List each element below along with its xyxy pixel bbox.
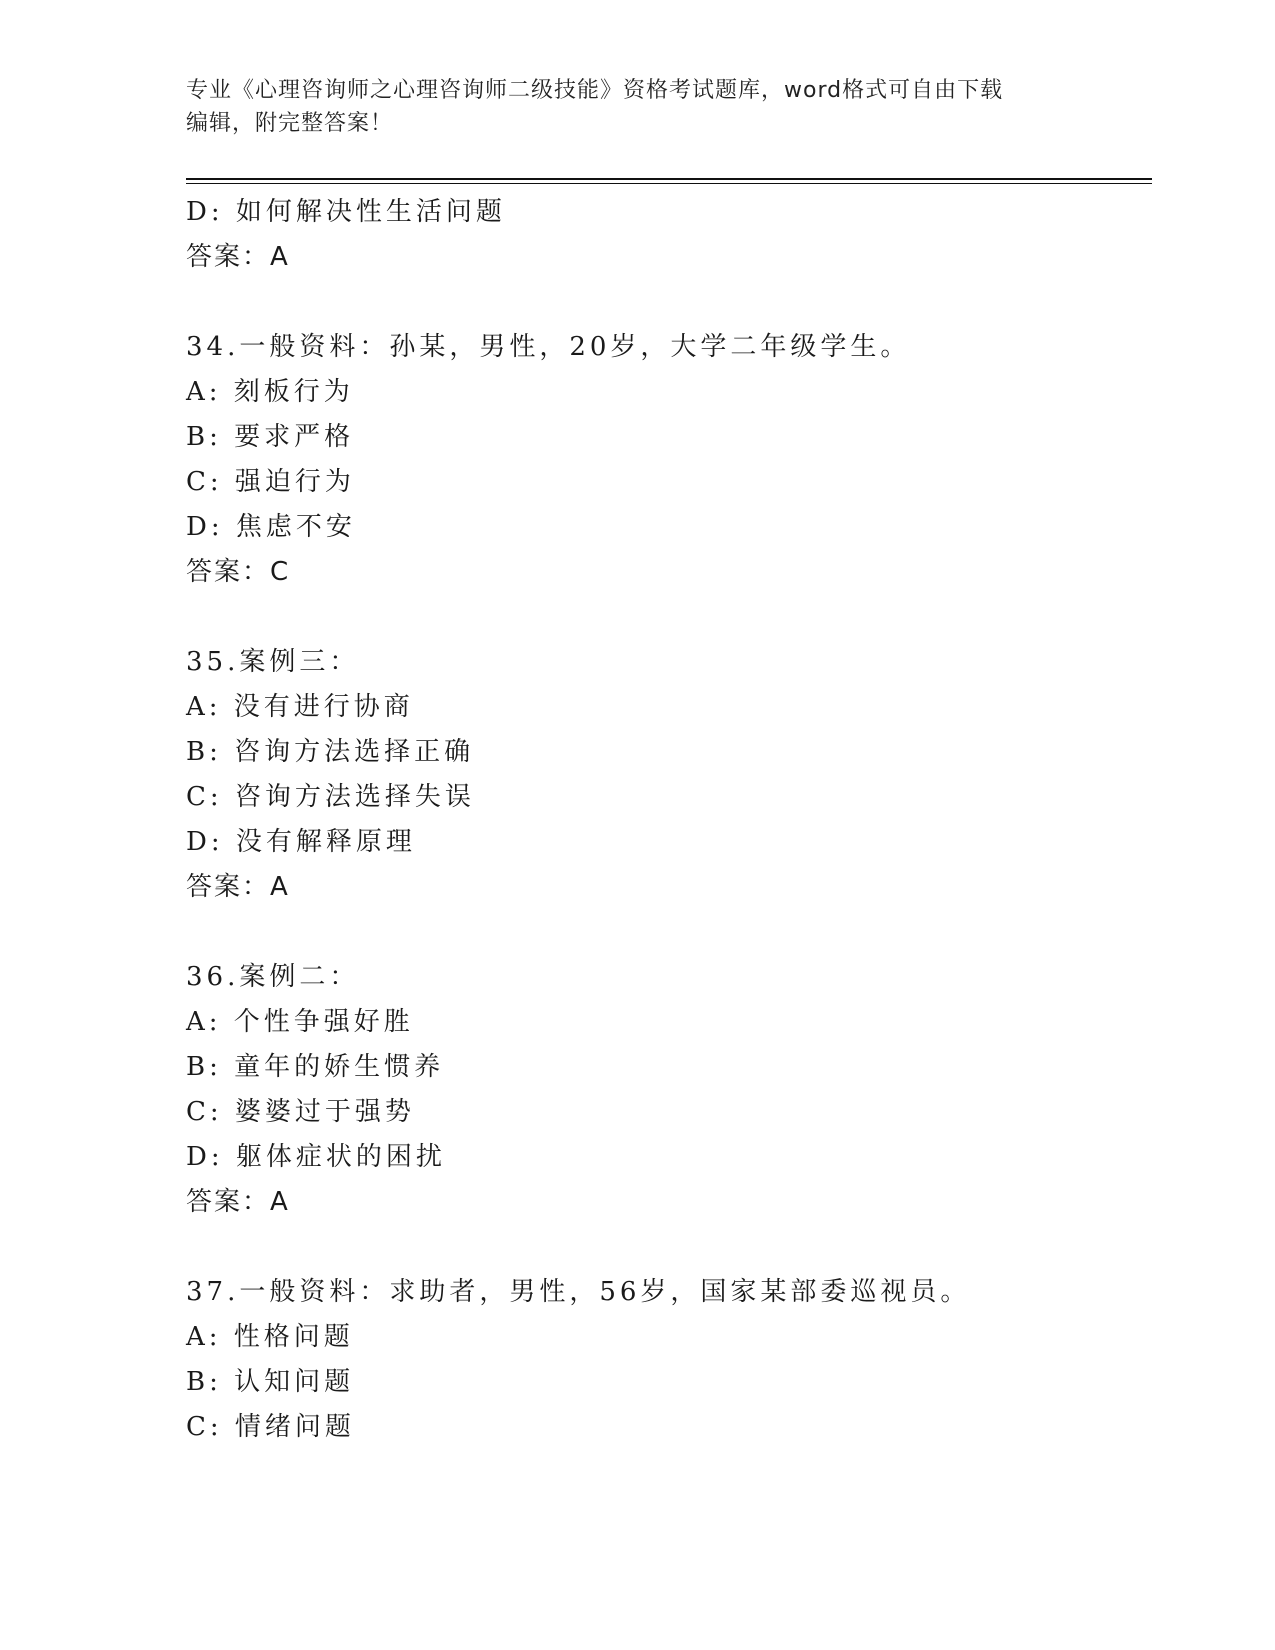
option-b: B: 童年的娇生惯养 <box>186 1052 445 1082</box>
option-d: D: 焦虑不安 <box>186 512 356 542</box>
question-item <box>186 640 1146 910</box>
option-b: B: 咨询方法选择正确 <box>186 737 475 767</box>
option-b: B: 要求严格 <box>186 422 355 452</box>
answer-line: 答案：C <box>186 557 291 587</box>
question-item <box>186 955 1146 1225</box>
option-a: A: 个性争强好胜 <box>186 1007 414 1037</box>
page-header <box>186 74 1066 140</box>
header-line-1: 专业《心理咨询师之心理咨询师二级技能》资格考试题库，word格式可自由下载 <box>186 78 1004 103</box>
option-a: A: 刻板行为 <box>186 377 354 407</box>
answer-line: 答案：A <box>186 872 290 902</box>
option-c: C: 情绪问题 <box>186 1412 355 1442</box>
option-c: C: 咨询方法选择失误 <box>186 782 475 812</box>
option-a: A: 没有进行协商 <box>186 692 414 722</box>
option-c: C: 强迫行为 <box>186 467 355 497</box>
question-item <box>186 1270 1146 1450</box>
answer-line: 答案：A <box>186 1187 290 1217</box>
option-d: D: 如何解决性生活问题 <box>186 197 506 227</box>
header-rule <box>186 178 1152 180</box>
header-line-2: 编辑，附完整答案！ <box>186 111 394 136</box>
header-rule-thin <box>186 183 1152 184</box>
option-c: C: 婆婆过于强势 <box>186 1097 415 1127</box>
question-item <box>186 325 1146 595</box>
question-list <box>186 190 1146 1450</box>
option-d: D: 躯体症状的困扰 <box>186 1142 446 1172</box>
question-stem: 34.一般资料：孙某，男性，20岁，大学二年级学生。 <box>186 332 911 362</box>
answer-line: 答案：A <box>186 242 290 272</box>
question-stem: 35.案例三： <box>186 647 360 677</box>
question-stem: 37.一般资料：求助者，男性，56岁，国家某部委巡视员。 <box>186 1277 971 1307</box>
option-b: B: 认知问题 <box>186 1367 355 1397</box>
question-stem: 36.案例二： <box>186 962 360 992</box>
option-a: A: 性格问题 <box>186 1322 354 1352</box>
option-d: D: 没有解释原理 <box>186 827 416 857</box>
